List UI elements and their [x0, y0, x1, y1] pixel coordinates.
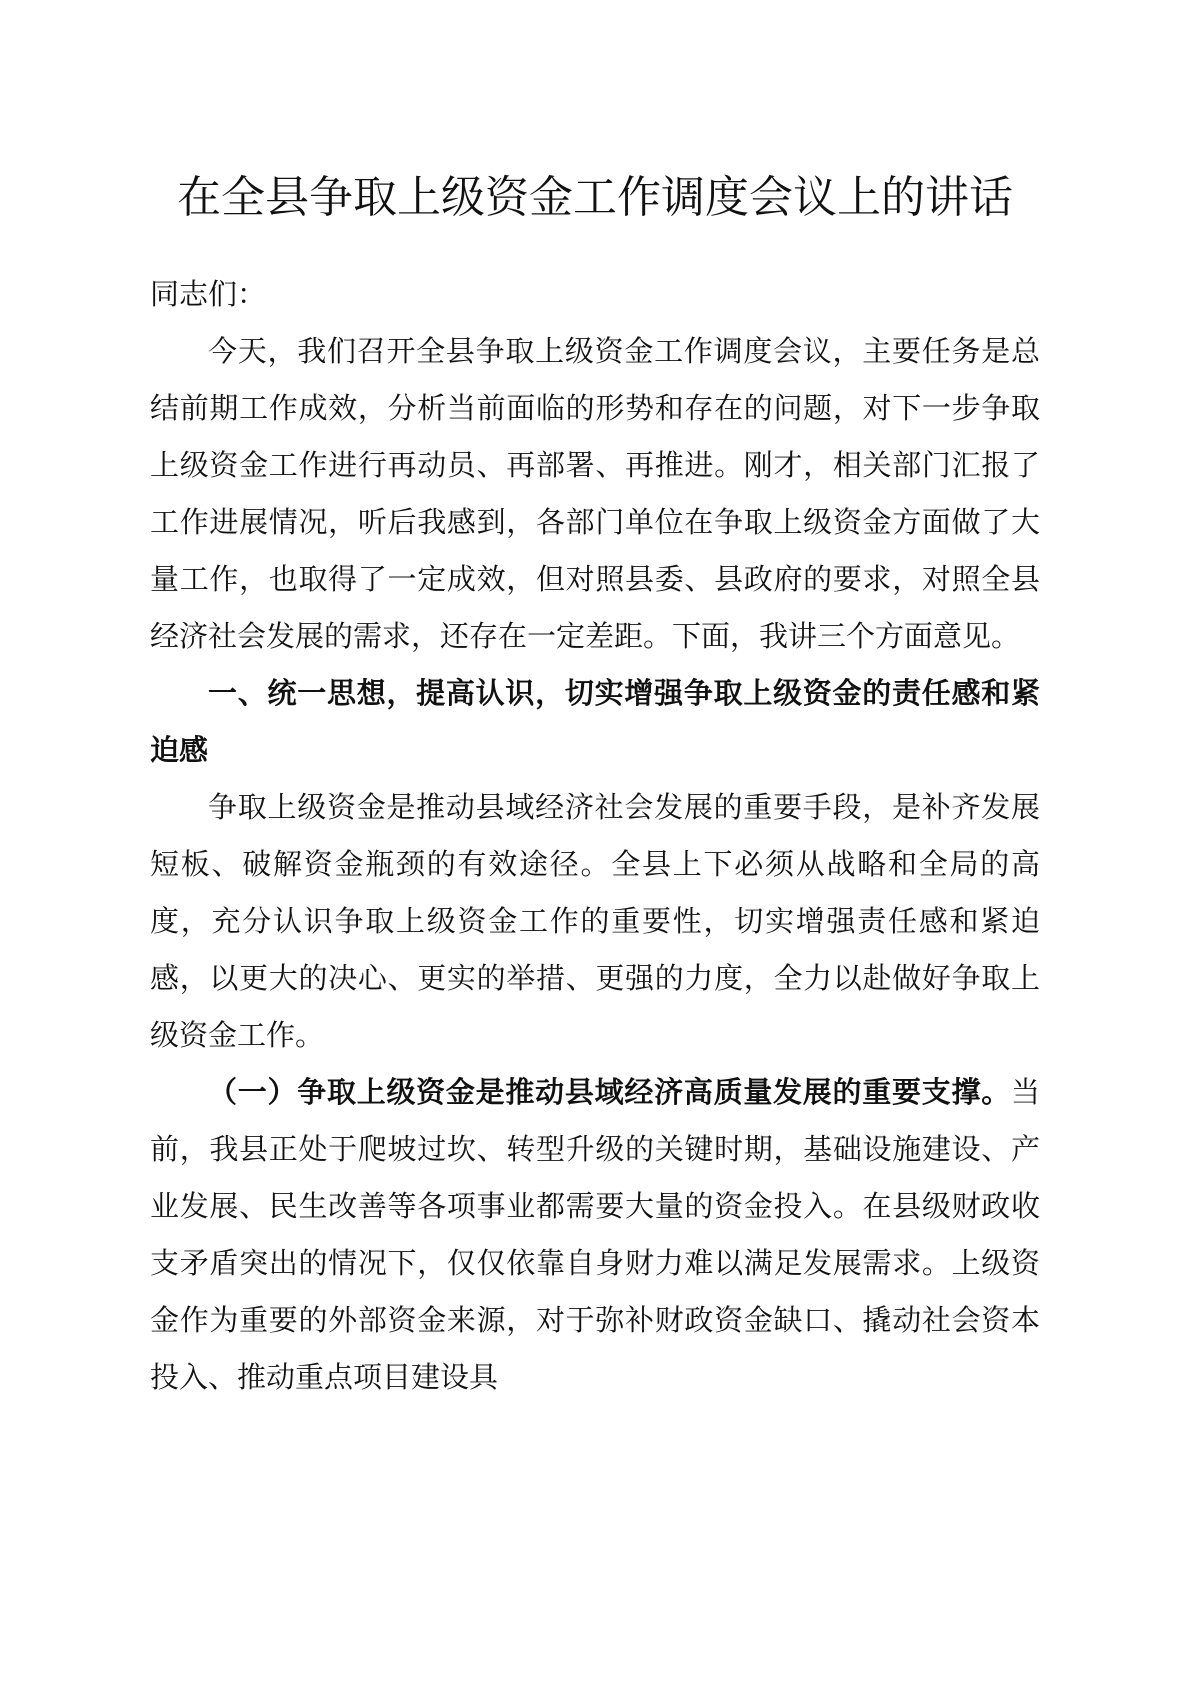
paragraph-section-1: 争取上级资金是推动县域经济社会发展的重要手段，是补齐发展短板、破解资金瓶颈的有效途径。全县上下必须从战略和全局的高度，充分认识争取上级资金工作的重要性，切实增强责任感和紧迫感，以更大的决心、更实的举措、更强的力度，全力以赴做好争取上级资金工作。 [150, 790, 1040, 1052]
paragraph-subsection-1 [150, 1064, 1040, 1406]
paragraph-intro: 今天，我们召开全县争取上级资金工作调度会议，主要任务是总结前期工作成效，分析当前面临的形势和存在的问题，对下一步争取上级资金工作进行再动员、再部署、再推进。刚才，相关部门汇报了工作进展情况，听后我感到，各部门单位在争取上级资金方面做了大量工作，也取得了一定成效，但对照县委、县政府的要求，对照全县经济社会发展的需求，还存在一定差距。下面，我讲三个方面意见。 [150, 334, 1040, 653]
subsection-text: 当前，我县正处于爬坡过坎、转型升级的关键时期，基础设施建设、产业发展、民生改善等各项事业都需要大量的资金投入。在县级财政收支矛盾突出的情况下，仅仅依靠自身财力难以满足发展需求。上级资金作为重要的外部资金来源，对于弥补财政资金缺口、撬动社会资本投入、推动重点项目建设具 [150, 1075, 1040, 1394]
section-heading-1: 一、统一思想，提高认识，切实增强争取上级资金的责任感和紧迫感 [150, 676, 1040, 767]
subsection-lead: （一）争取上级资金是推动县域经济高质量发展的重要支撑。 [208, 1075, 1011, 1109]
document-title: 在全县争取上级资金工作调度会议上的讲话 [177, 172, 1013, 223]
salutation: 同志们： [150, 277, 267, 311]
document-body [150, 266, 1040, 1406]
